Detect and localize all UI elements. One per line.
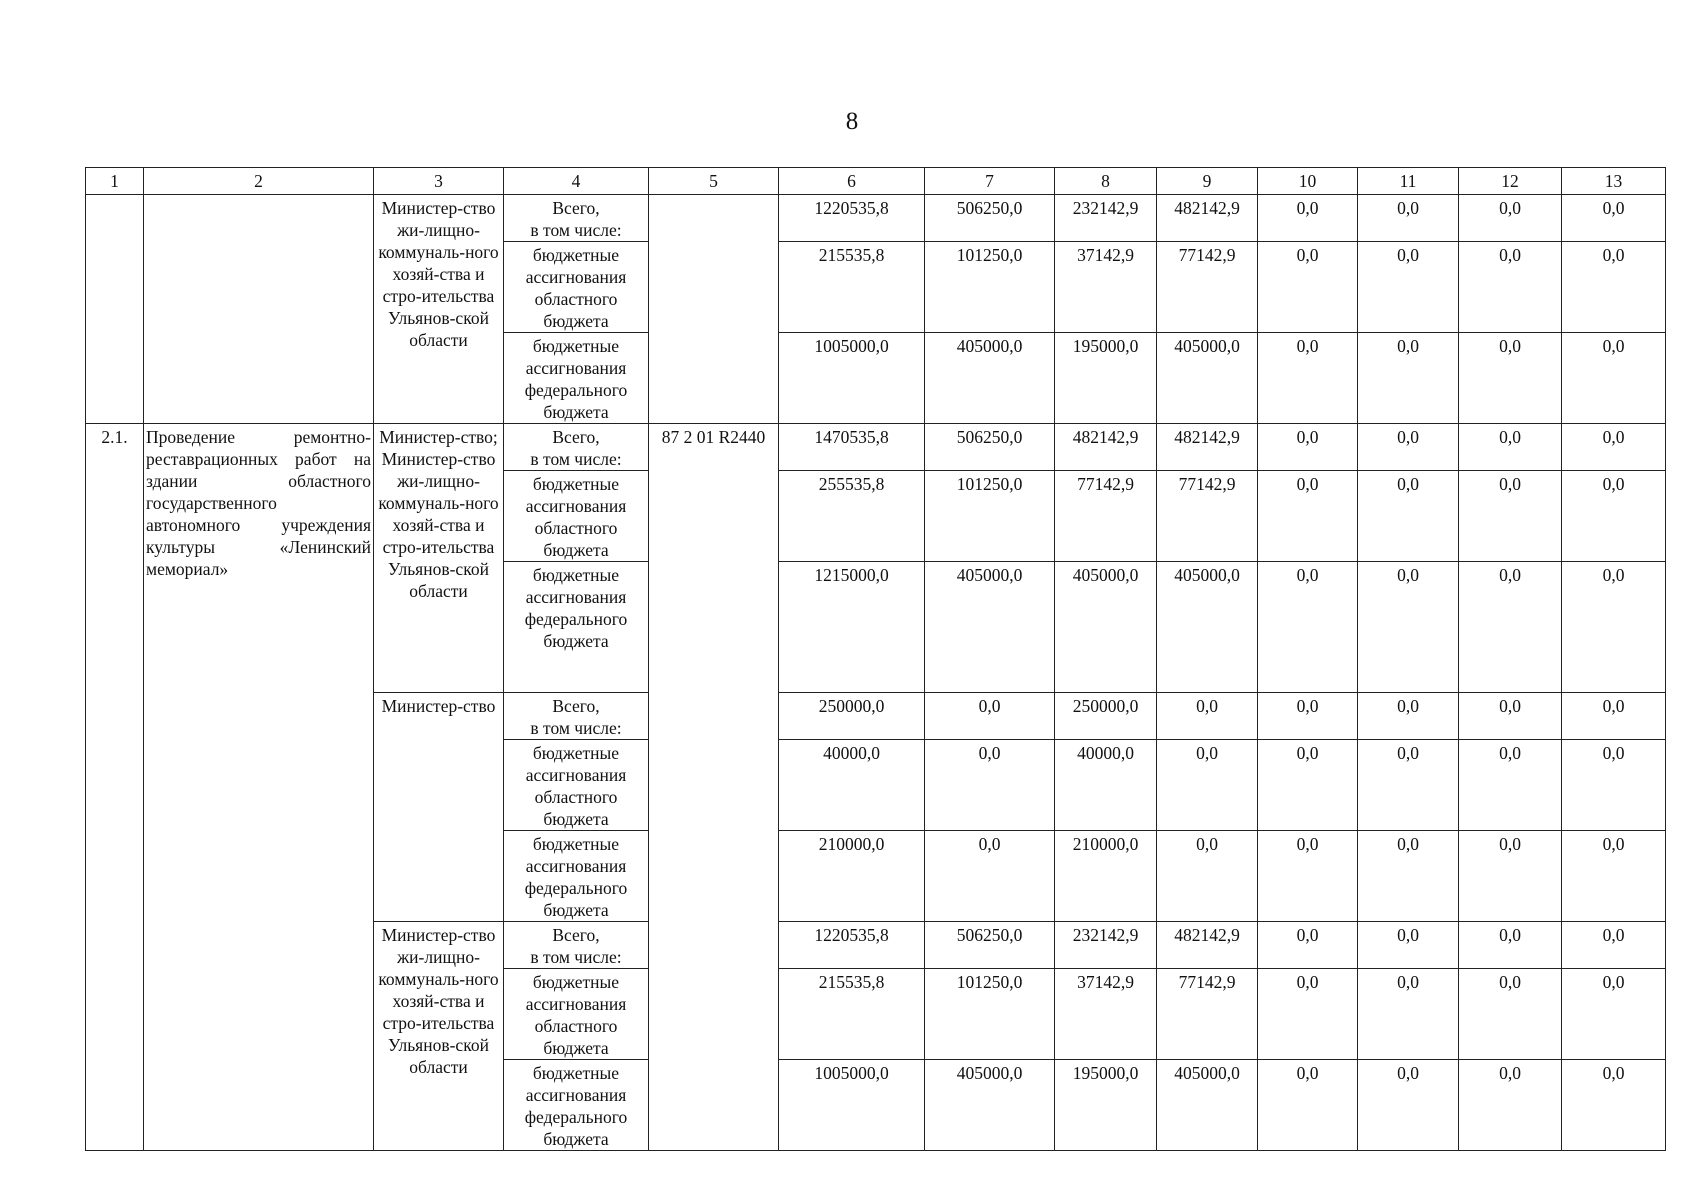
- value-cell: 195000,0: [1055, 1060, 1157, 1151]
- page-number: 8: [845, 108, 859, 135]
- value-cell: 1005000,0: [779, 1060, 925, 1151]
- value-cell: 0,0: [1258, 922, 1358, 969]
- value-cell: 77142,9: [1157, 969, 1258, 1060]
- funding-label-total: Всего, в том числе:: [504, 424, 649, 471]
- column-header: 9: [1157, 168, 1258, 195]
- value-cell: 101250,0: [925, 969, 1055, 1060]
- value-cell: 250000,0: [1055, 693, 1157, 740]
- value-cell: 255535,8: [779, 471, 925, 562]
- value-cell: 482142,9: [1157, 195, 1258, 242]
- funding-label-regional: бюджетные ассигнования областного бюджета: [504, 740, 649, 831]
- column-header: 8: [1055, 168, 1157, 195]
- value-cell: 0,0: [1562, 969, 1666, 1060]
- column-header: 7: [925, 168, 1055, 195]
- column-header: 5: [649, 168, 779, 195]
- value-cell: 405000,0: [925, 1060, 1055, 1151]
- value-cell: 506250,0: [925, 195, 1055, 242]
- item-description: Проведение ремонтно-реставрационных работ на здании областного государственного автономного учреждения культуры «Ленинский мемориал»: [144, 424, 374, 1151]
- value-cell: 0,0: [1157, 693, 1258, 740]
- value-cell: 0,0: [1258, 333, 1358, 424]
- value-cell: 0,0: [1358, 195, 1459, 242]
- funding-label-regional: бюджетные ассигнования областного бюджета: [504, 471, 649, 562]
- value-cell: 405000,0: [925, 333, 1055, 424]
- value-cell: 40000,0: [779, 740, 925, 831]
- value-cell: 40000,0: [1055, 740, 1157, 831]
- organization-cell: Министер-ство жи-лищно-коммуналь-ного хозяй-ства и стро-ительства Ульянов-ской области: [374, 195, 504, 424]
- value-cell: 0,0: [1258, 242, 1358, 333]
- column-header: 10: [1258, 168, 1358, 195]
- value-cell: 0,0: [1258, 471, 1358, 562]
- header-row: [86, 168, 1666, 195]
- value-cell: 0,0: [1258, 740, 1358, 831]
- funding-label-federal: бюджетные ассигнования федерального бюджета: [504, 831, 649, 922]
- budget-code: 87 2 01 R2440: [649, 424, 779, 1151]
- funding-label-federal: бюджетные ассигнования федерального бюджета: [504, 1060, 649, 1151]
- value-cell: 0,0: [1562, 242, 1666, 333]
- value-cell: 0,0: [1358, 922, 1459, 969]
- value-cell: 405000,0: [1055, 562, 1157, 693]
- column-header: 13: [1562, 168, 1666, 195]
- value-cell: 1220535,8: [779, 195, 925, 242]
- value-cell: 0,0: [1459, 471, 1562, 562]
- funding-label-federal: бюджетные ассигнования федерального бюджета: [504, 333, 649, 424]
- value-cell: 0,0: [1358, 1060, 1459, 1151]
- value-cell: 0,0: [1358, 740, 1459, 831]
- value-cell: 0,0: [1358, 693, 1459, 740]
- value-cell: 0,0: [1258, 1060, 1358, 1151]
- value-cell: 215535,8: [779, 242, 925, 333]
- value-cell: 0,0: [1157, 740, 1258, 831]
- value-cell: 506250,0: [925, 424, 1055, 471]
- value-cell: 0,0: [1562, 333, 1666, 424]
- value-cell: 0,0: [1562, 831, 1666, 922]
- value-cell: 101250,0: [925, 242, 1055, 333]
- value-cell: 0,0: [1258, 831, 1358, 922]
- value-cell: 195000,0: [1055, 333, 1157, 424]
- column-header: 11: [1358, 168, 1459, 195]
- value-cell: 0,0: [925, 740, 1055, 831]
- table-row: [86, 424, 1666, 471]
- value-cell: 232142,9: [1055, 195, 1157, 242]
- value-cell: 1220535,8: [779, 922, 925, 969]
- organization-cell: Министер-ство жи-лищно-коммуналь-ного хозяй-ства и стро-ительства Ульянов-ской области: [374, 922, 504, 1151]
- value-cell: 0,0: [1562, 922, 1666, 969]
- value-cell: 0,0: [1459, 922, 1562, 969]
- value-cell: 77142,9: [1157, 471, 1258, 562]
- item-number-cell: [86, 195, 144, 424]
- column-header: 1: [86, 168, 144, 195]
- value-cell: 0,0: [1157, 831, 1258, 922]
- value-cell: 0,0: [1258, 562, 1358, 693]
- value-cell: 0,0: [1562, 740, 1666, 831]
- value-cell: 0,0: [1459, 1060, 1562, 1151]
- budget-table: [85, 167, 1666, 1151]
- value-cell: 405000,0: [1157, 562, 1258, 693]
- value-cell: 250000,0: [779, 693, 925, 740]
- funding-label-federal: бюджетные ассигнования федерального бюджета: [504, 562, 649, 693]
- value-cell: 210000,0: [1055, 831, 1157, 922]
- funding-label-total: Всего, в том числе:: [504, 693, 649, 740]
- value-cell: 0,0: [1459, 424, 1562, 471]
- funding-label-regional: бюджетные ассигнования областного бюджета: [504, 969, 649, 1060]
- funding-label-regional: бюджетные ассигнования областного бюджета: [504, 242, 649, 333]
- value-cell: 0,0: [1562, 471, 1666, 562]
- value-cell: 0,0: [1358, 831, 1459, 922]
- value-cell: 0,0: [1358, 969, 1459, 1060]
- value-cell: 0,0: [1562, 562, 1666, 693]
- value-cell: 0,0: [1459, 562, 1562, 693]
- organization-cell: Министер-ство: [374, 693, 504, 922]
- value-cell: 37142,9: [1055, 242, 1157, 333]
- value-cell: 0,0: [1258, 693, 1358, 740]
- value-cell: 405000,0: [1157, 1060, 1258, 1151]
- value-cell: 1470535,8: [779, 424, 925, 471]
- value-cell: 0,0: [1358, 424, 1459, 471]
- value-cell: 0,0: [1562, 1060, 1666, 1151]
- column-header: 12: [1459, 168, 1562, 195]
- table-row: [86, 195, 1666, 242]
- value-cell: 37142,9: [1055, 969, 1157, 1060]
- organization-cell: Министер-ство; Министер-ство жи-лищно-коммуналь-ного хозяй-ства и стро-ительства Ульянов-ской области: [374, 424, 504, 693]
- value-cell: 210000,0: [779, 831, 925, 922]
- value-cell: 0,0: [1358, 333, 1459, 424]
- value-cell: 0,0: [1562, 424, 1666, 471]
- column-header: 2: [144, 168, 374, 195]
- value-cell: 215535,8: [779, 969, 925, 1060]
- value-cell: 0,0: [1358, 242, 1459, 333]
- value-cell: 0,0: [1459, 693, 1562, 740]
- value-cell: 405000,0: [1157, 333, 1258, 424]
- value-cell: 0,0: [1459, 740, 1562, 831]
- value-cell: 0,0: [925, 831, 1055, 922]
- value-cell: 0,0: [1562, 693, 1666, 740]
- item-description-cell: [144, 195, 374, 424]
- column-header: 3: [374, 168, 504, 195]
- value-cell: 77142,9: [1055, 471, 1157, 562]
- value-cell: 0,0: [1358, 471, 1459, 562]
- item-number: 2.1.: [86, 424, 144, 1151]
- value-cell: 0,0: [1258, 969, 1358, 1060]
- value-cell: 101250,0: [925, 471, 1055, 562]
- value-cell: 0,0: [1459, 333, 1562, 424]
- value-cell: 482142,9: [1157, 424, 1258, 471]
- value-cell: 1005000,0: [779, 333, 925, 424]
- value-cell: 1215000,0: [779, 562, 925, 693]
- column-header: 6: [779, 168, 925, 195]
- code-cell: [649, 195, 779, 424]
- value-cell: 77142,9: [1157, 242, 1258, 333]
- column-header: 4: [504, 168, 649, 195]
- funding-label-total: Всего, в том числе:: [504, 922, 649, 969]
- value-cell: 232142,9: [1055, 922, 1157, 969]
- value-cell: 506250,0: [925, 922, 1055, 969]
- value-cell: 405000,0: [925, 562, 1055, 693]
- funding-label-total: Всего, в том числе:: [504, 195, 649, 242]
- value-cell: 482142,9: [1157, 922, 1258, 969]
- value-cell: 0,0: [1258, 424, 1358, 471]
- value-cell: 0,0: [1459, 969, 1562, 1060]
- value-cell: 0,0: [1258, 195, 1358, 242]
- value-cell: 0,0: [1562, 195, 1666, 242]
- value-cell: 0,0: [1358, 562, 1459, 693]
- value-cell: 0,0: [1459, 195, 1562, 242]
- value-cell: 0,0: [1459, 242, 1562, 333]
- value-cell: 0,0: [925, 693, 1055, 740]
- value-cell: 482142,9: [1055, 424, 1157, 471]
- value-cell: 0,0: [1459, 831, 1562, 922]
